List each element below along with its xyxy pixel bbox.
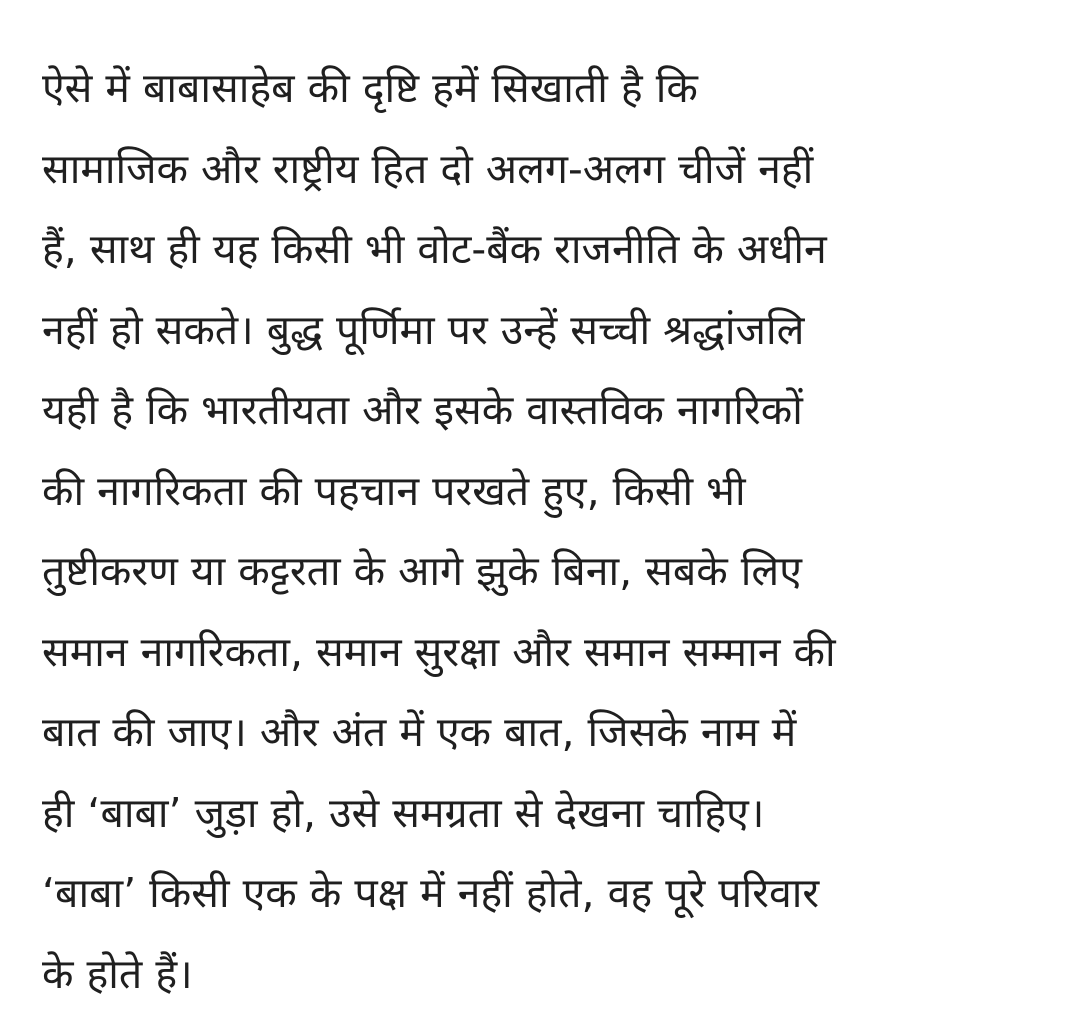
text-line: ही ‘बाबा’ जुड़ा हो, उसे समग्रता से देखना चाहिए।	[42, 773, 1062, 854]
text-line: ‘बाबा’ किसी एक के पक्ष में नहीं होते, वह पूरे परिवार	[42, 853, 1062, 934]
text-line: तुष्टीकरण या कट्टरता के आगे झुके बिना, सबके लिए	[42, 531, 1062, 612]
text-line: की नागरिकता की पहचान परखते हुए, किसी भी	[42, 451, 1062, 532]
text-line: बात की जाए। और अंत में एक बात, जिसके नाम में	[42, 692, 1062, 773]
text-line: सामाजिक और राष्ट्रीय हित दो अलग-अलग चीजें नहीं	[42, 129, 1062, 210]
text-line: समान नागरिकता, समान सुरक्षा और समान सम्मान की	[42, 612, 1062, 693]
text-line: ऐसे में बाबासाहेब की दृष्टि हमें सिखाती है कि	[42, 48, 1062, 129]
text-line: नहीं हो सकते। बुद्ध पूर्णिमा पर उन्हें सच्ची श्रद्धांजलि	[42, 290, 1062, 371]
text-line: यही है कि भारतीयता और इसके वास्तविक नागरिकों	[42, 370, 1062, 451]
article-paragraph	[42, 48, 1062, 1014]
text-line: हैं, साथ ही यह किसी भी वोट-बैंक राजनीति के अधीन	[42, 209, 1062, 290]
text-line: के होते हैं।	[42, 934, 1062, 1014]
